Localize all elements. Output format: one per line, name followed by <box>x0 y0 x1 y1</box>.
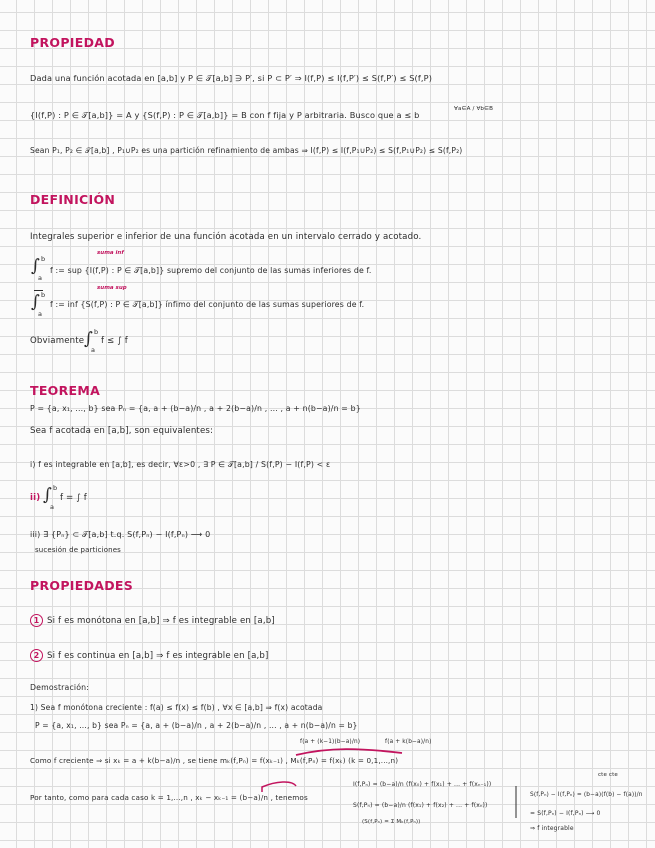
teorema-ii-limit-a: a <box>50 503 55 511</box>
demostracion-superior-sum: S(f,Pₙ) = (b−a)/n (f(x₁) + f(x₂) + ... + f(xₙ)) <box>353 802 488 809</box>
teorema-item-iii: iii) ∃ {Pₙ} ⊂ 𝒯[a,b] t.q. S(f,Pₙ) − I(f,Pₙ) ⟶ 0 <box>30 530 211 539</box>
propiedad-line-2: {I(f,P) : P ∈ 𝒯[a,b]} = A y {S(f,P) : P ∈ 𝒯[a,b]} = B con f fija y P arbitraria. Busco que a ≤ b <box>30 110 420 120</box>
demostracion-inferior-sum: I(f,Pₙ) = (b−a)/n (f(x₀) + f(x₁) + ... + f(xₙ₋₁)) <box>353 781 492 788</box>
obviamente-integral-icon: ∫ <box>84 329 93 349</box>
teorema-item-ii-label: ii) <box>30 493 41 503</box>
teorema-ii-lower-integral-icon: ∫ <box>43 485 52 505</box>
note-suma-sup: suma sup <box>97 285 127 291</box>
pink-bracket-stroke <box>262 782 296 792</box>
propiedades-item-2-text: Si f es continua en [a,b] ⇒ f es integrable en [a,b] <box>47 651 269 661</box>
section-title-definicion: DEFINICIÓN <box>30 192 116 207</box>
demostracion-line-4: Por tanto, como para cada caso k = 1,...,n , xₖ − xₖ₋₁ = (b−a)/n , tenemos <box>30 793 308 802</box>
definicion-upper-integral: f := inf {S(f,P) : P ∈ 𝒯[a,b]} ínfimo del conjunto de las sumas superiores de f. <box>50 300 365 309</box>
upper-integral-limit-b: b <box>41 291 46 299</box>
demostracion-line-3-top-2: f(a + k(b−a)/n) <box>385 739 432 745</box>
demostracion-line-2: P = {a, x₁, ..., b} sea Pₙ = {a, a + (b−a)/n , a + 2(b−a)/n , ... , a + n(b−a)/n = b} <box>35 721 358 730</box>
demostracion-result-2: = S(f,Pₙ) − I(f,Pₙ) ⟶ 0 <box>530 810 601 817</box>
demostracion-result-3: ⇒ f integrable <box>530 825 574 832</box>
upper-integral-limit-a: a <box>38 310 43 318</box>
demostracion-cte-labels: cte cte <box>598 772 618 778</box>
teorema-line-1: P = {a, x₁, ..., b} sea Pₙ = {a, a + (b−a)/n , a + 2(b−a)/n , ... , a + n(b−a)/n = b} <box>30 404 361 413</box>
teorema-ii-limit-b: b <box>53 484 58 492</box>
pink-connector-stroke <box>296 749 402 755</box>
teorema-line-2: Sea f acotada en [a,b], son equivalentes: <box>30 426 214 436</box>
teorema-item-i: i) f es integrable en [a,b], es decir, ∀ε>0 , ∃ P ∈ 𝒯[a,b] / S(f,P) − I(f,P) < ε <box>30 460 331 469</box>
propiedad-line-3: Sean P₁, P₂ ∈ 𝒯[a,b] , P₁∪P₂ es una partición refinamiento de ambas ⇒ I(f,P) ≤ I(f,P₁∪P₂) ≤ S(f,P₁∪P₂) ≤ S(f,P₂) <box>30 146 463 155</box>
definicion-lower-integral: f := sup {I(f,P) : P ∈ 𝒯[a,b]} supremo del conjunto de las sumas inferiores de f. <box>50 266 372 275</box>
definicion-obviamente-label: Obviamente <box>30 336 85 346</box>
obviamente-limit-b: b <box>94 328 99 336</box>
obviamente-limit-a: a <box>91 346 96 354</box>
lower-integral-limit-a: a <box>38 274 43 282</box>
propiedad-line-1: Dada una función acotada en [a,b] y P ∈ 𝒯[a,b] ∋ P′, si P ⊂ P′ ⇒ I(f,P) ≤ I(f,P′) ≤ S(f,P′) ≤ S(f,P) <box>30 73 433 83</box>
demostracion-label: Demostración: <box>30 683 90 692</box>
section-title-teorema: TEOREMA <box>30 383 101 398</box>
lower-integral-sign-icon: ∫ <box>31 256 40 276</box>
section-title-propiedades: PROPIEDADES <box>30 578 134 593</box>
teorema-item-iii-note: sucesión de particiones <box>35 546 121 554</box>
propiedades-item-1-text: Si f es monótona en [a,b] ⇒ f es integrable en [a,b] <box>47 616 275 626</box>
note-suma-inf: suma inf <box>97 250 124 256</box>
section-title-propiedad: PROPIEDAD <box>30 35 115 50</box>
demostracion-line-3: Como f creciente ⇒ si xₖ = a + k(b−a)/n , se tiene mₖ(f,Pₙ) = f(xₖ₋₁) , Mₖ(f,Pₙ) = f(xₖ) (k = 0,1,...,n) <box>30 756 399 765</box>
definicion-line-1: Integrales superior e inferior de una función acotada en un intervalo cerrado y acotado. <box>30 232 422 242</box>
demostracion-line-1: 1) Sea f monótona creciente : f(a) ≤ f(x) ≤ f(b) , ∀x ∈ [a,b] ⇒ f(x) acotada <box>30 703 323 712</box>
item-number-1-icon: 1 <box>30 614 43 627</box>
propiedad-line-2-quantifiers: ∀a∈A / ∀b∈B <box>454 106 494 112</box>
demostracion-sum-definition: (S(f,Pₙ) = Σ Mₖ(f,Pₙ)) <box>362 819 421 825</box>
teorema-item-ii: f = ∫ f <box>60 493 87 503</box>
item-number-2-icon: 2 <box>30 649 43 662</box>
demostracion-line-3-top-1: f(a + (k−1)(b−a)/n) <box>300 739 361 745</box>
upper-integral-sign-icon: ∫ <box>31 292 40 312</box>
demostracion-result-1: S(f,Pₙ) − I(f,Pₙ) = (b−a)(f(b) − f(a))/n <box>530 792 643 798</box>
definicion-obviamente-body: f ≤ ∫ f <box>101 336 128 346</box>
lower-integral-limit-b: b <box>41 255 46 263</box>
